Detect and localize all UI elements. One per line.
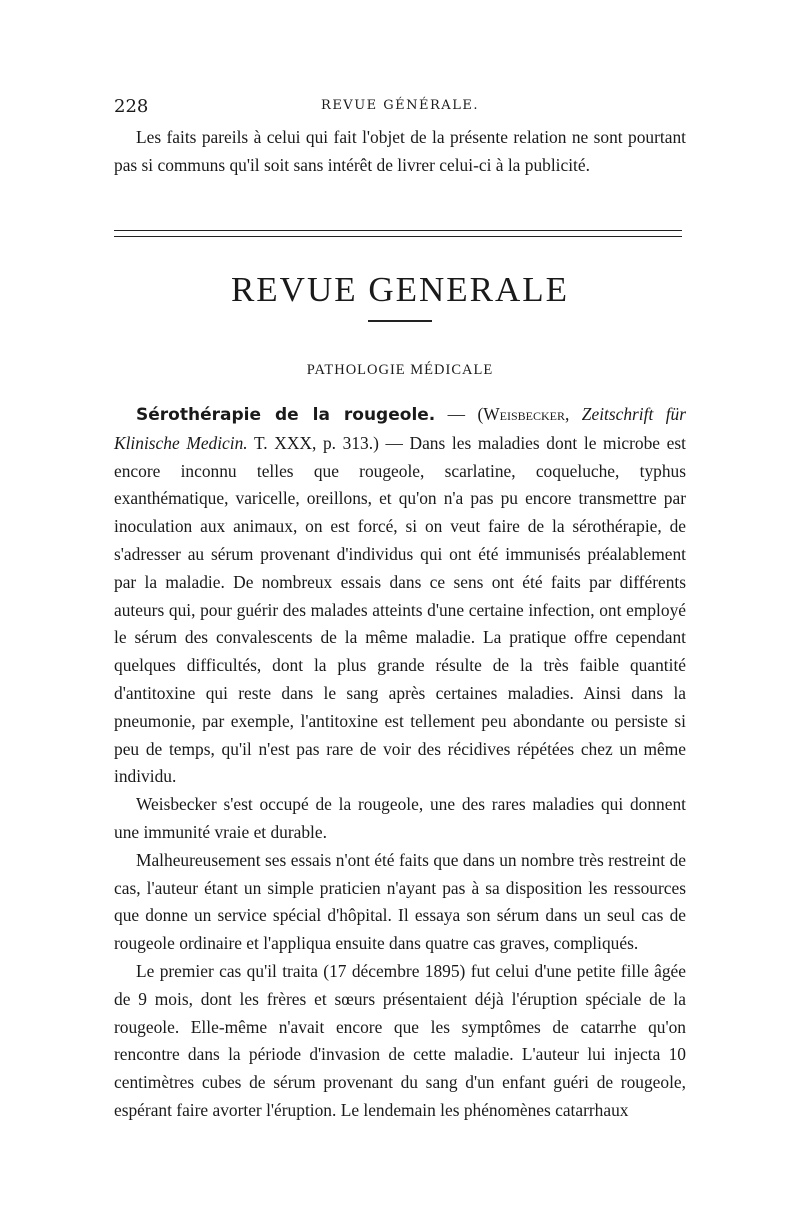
page-number: 228 — [114, 96, 149, 117]
article-paragraph: Le premier cas qu'il traita (17 décembre 1895) fut celui d'une petite fille âgée de 9 mois, dont les frères et sœurs présentaient déjà l'éruption spéciale de la rougeole. Elle-même n'avait encore que les symptômes de catarrhe qu'on rencontre dans la période d'invasion de cette maladie. L'auteur lui injecta 10 centimètres cubes de sérum provenant du sang d'un enfant guéri de rougeole, espérant faire avorter l'éruption. Le lendemain les phénomènes catarrhaux — [114, 960, 686, 1120]
citation-author: Weisbecker — [483, 404, 566, 424]
article-body — [114, 401, 686, 1125]
running-title: REVUE GÉNÉRALE. — [321, 98, 479, 113]
citation-open: — ( — [435, 404, 484, 424]
lead-paragraph-text: T. XXX, p. 313.) — Dans les maladies dont le microbe est encore inconnu telles que rougeole, scarlatine, coqueluche, typhus exanthématique, varicelle, oreillons, et qu'on n'a pas pu encore transmettre par inoculation aux animaux, on est forcé, si on veut faire de la sérothérapie, de s'adresser au sérum provenant d'individus qui ont été immunisés préalablement par la maladie. De nombreux essais dans ce sens ont été faits par différents auteurs qui, pour guérir des malades atteints d'une certaine infection, ont employé le sérum des convalescents de la même maladie. La pratique offre cependant quelques difficultés, dont la plus grande résulte de la très faible quantité d'antitoxine qui reste dans le sang après certaines maladies. Ainsi dans la pneumonie, par exemple, l'antitoxine est tellement peu abondante ou persiste si peu de temps, qu'il n'est pas rare de voir des récidives répétées chez un même individu. — [114, 432, 686, 787]
page-top — [114, 96, 686, 180]
article-title: Sérothérapie de la rougeole. — [136, 405, 436, 425]
separator-rule-bottom — [114, 236, 682, 237]
section-title: PATHOLOGIE MÉDICALE — [306, 362, 494, 378]
article-paragraph: Weisbecker s'est occupé de la rougeole, une des rares maladies qui donnent une immunité vraie et durable. — [114, 794, 686, 842]
main-title: REVUE GENERALE — [230, 270, 570, 309]
article-paragraph: Malheureusement ses essais n'ont été faits que dans un nombre très restreint de cas, l'auteur étant un simple praticien n'ayant pas à sa disposition les ressources que donne un service spécial d'hôpital. Il essaya son sérum dans un seul cas de rougeole ordinaire et l'appliqua ensuite dans quatre cas graves, compliqués. — [114, 849, 686, 954]
title-underline — [368, 320, 432, 322]
citation-journal: Zeitschrift für Klinische Medicin. — [114, 404, 686, 453]
intro-paragraph: Les faits pareils à celui qui fait l'objet de la présente relation ne sont pourtant pas si communs qu'il soit sans intérêt de livrer celui-ci à la publicité. — [114, 127, 686, 175]
separator-rule-top — [114, 230, 682, 231]
running-header — [114, 96, 686, 124]
article-lead-paragraph: Sérothérapie de la rougeole. — (Weisbecker, Zeitschrift für Klinische Medicin. T. XXX, p. 313.) — Dans les maladies dont le microbe est encore inconnu telles que rougeole, scarlatine, coqueluche, typhus exanthématique, varicelle, oreillons, et qu'on n'a pas pu encore transmettre par inoculation aux animaux, on est forcé, si on veut faire de la sérothérapie, de s'adresser au sérum provenant d'individus qui ont été immunisés préalablement par la maladie. De nombreux essais dans ce sens ont été faits par différents auteurs qui, pour guérir des malades atteints d'une certaine infection, ont employé le sérum des convalescents de la même maladie. La pratique offre cependant quelques difficultés, dont la plus grande résulte de la très faible quantité d'antitoxine qui reste dans le sang après certaines maladies. Ainsi dans la pneumonie, par exemple, l'antitoxine est tellement peu abondante ou persiste si peu de temps, qu'il n'est pas rare de voir des récidives répétées chez un même individu. — [114, 404, 686, 787]
